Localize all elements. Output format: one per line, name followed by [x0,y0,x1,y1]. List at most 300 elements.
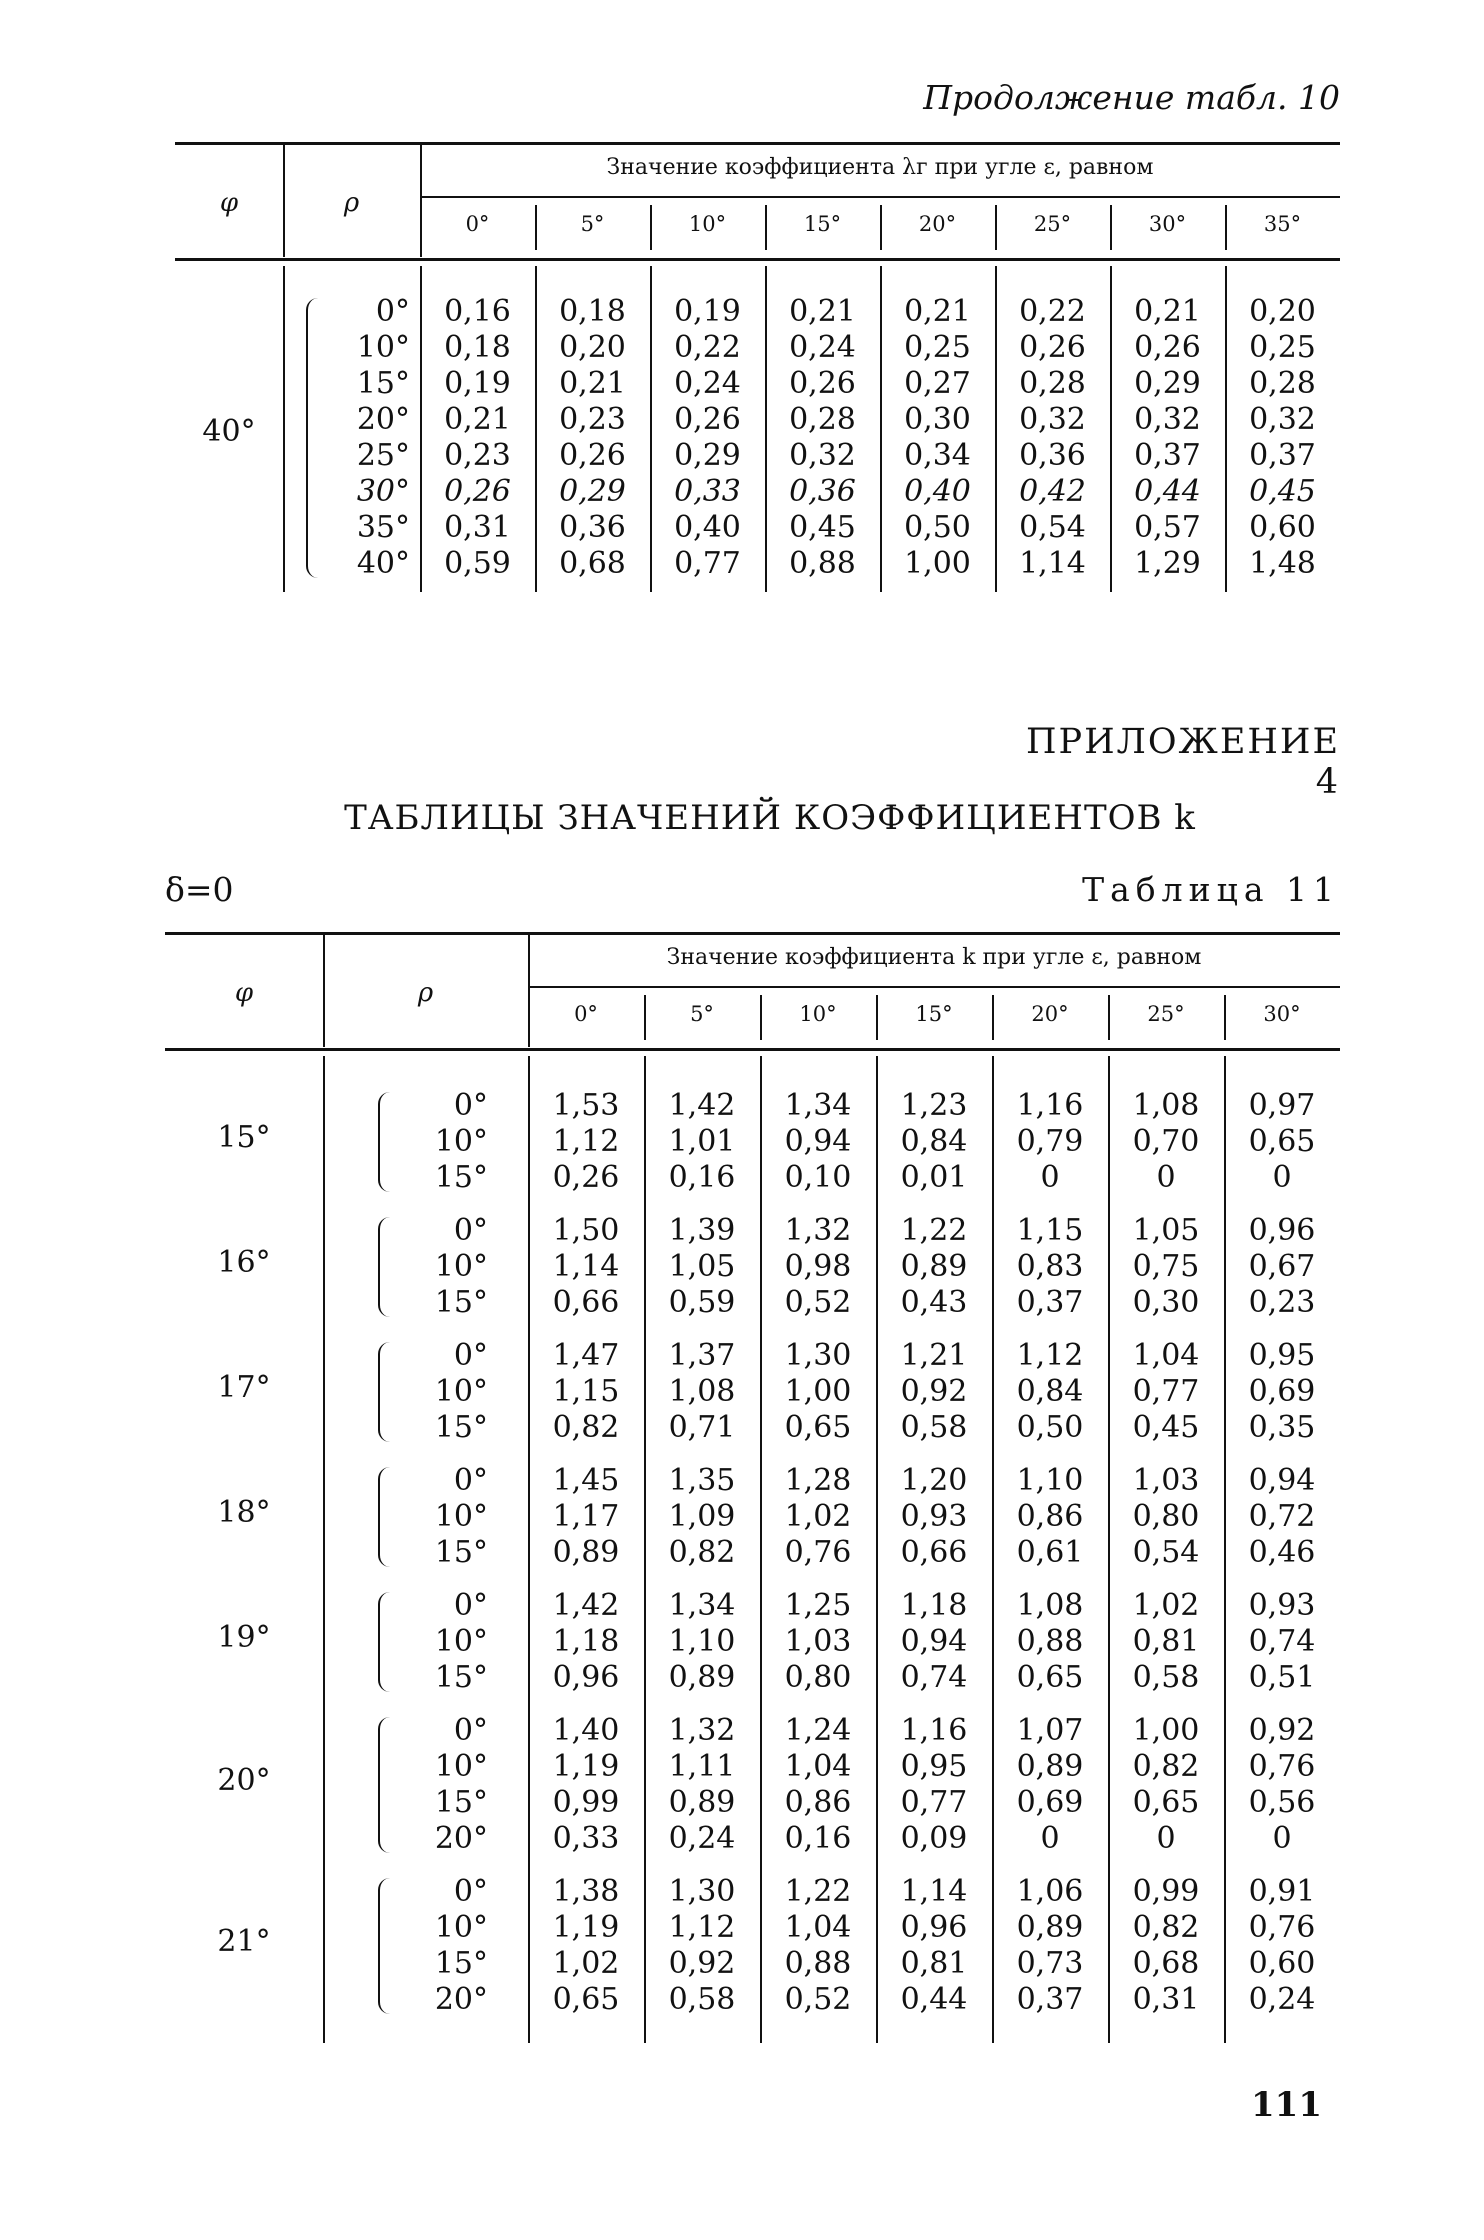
value-column [992,1588,1108,1696]
value-column [528,1213,644,1321]
value-column [644,1713,760,1857]
table-cell: 0,69 [1248,1374,1316,1409]
table-cell: 0,18 [444,330,511,365]
column-divider [1108,1056,1110,2043]
table-cell: 1,09 [668,1499,736,1534]
table-cell: 0,25 [1249,330,1316,365]
rho-value: 25° [356,438,410,473]
table-cell: 0,97 [1248,1088,1316,1123]
table-cell: 0 [1272,1821,1292,1856]
table-cell: 0,80 [1132,1499,1200,1534]
continuation-caption: Продолжение табл. 10 [923,78,1340,117]
table-cell: 0,92 [668,1946,736,1981]
value-column [644,1874,760,2018]
table-cell: 0,16 [444,294,511,329]
rho-value: 15° [434,1410,488,1445]
table-cell: 0,24 [668,1821,736,1856]
table-cell: 0,77 [1132,1374,1200,1409]
value-column [1108,1213,1224,1321]
value-column [876,1713,992,1857]
column-divider [876,995,878,1040]
rho-value: 20° [356,402,410,437]
table-cell: 0,26 [559,438,626,473]
value-column [992,1213,1108,1321]
brace [378,1467,390,1567]
table-cell: 0,73 [1016,1946,1084,1981]
table-cell: 0,33 [674,474,741,509]
table-cell: 1,12 [1016,1338,1084,1373]
rho-value: 0° [453,1874,488,1909]
table-cell: 0,67 [1248,1249,1316,1284]
value-column [650,294,765,582]
coefficient-group-header: Значение коэффициента λг при угле ε, равном [606,155,1154,180]
rho-value: 10° [434,1749,488,1784]
value-column [644,1213,760,1321]
table-cell: 0,82 [1132,1749,1200,1784]
table-cell: 0,61 [1016,1535,1084,1570]
table-cell: 0,93 [1248,1588,1316,1623]
table-cell: 0,58 [668,1982,736,2017]
value-column [880,294,995,582]
value-column [760,1588,876,1696]
table-cell: 0,19 [674,294,741,329]
table-cell: 0,91 [1248,1874,1316,1909]
table-cell: 1,32 [668,1713,736,1748]
table-cell: 1,18 [552,1624,620,1659]
table-cell: 0,88 [1016,1624,1084,1659]
value-column [760,1874,876,2018]
value-column [644,1088,760,1196]
table-cell: 0,46 [1248,1535,1316,1570]
table-cell: 0,94 [784,1124,852,1159]
phi-value: 21° [217,1924,271,1959]
column-divider [765,205,767,250]
phi-value: 15° [217,1120,271,1155]
table-cell: 0,95 [900,1749,968,1784]
value-column [992,1338,1108,1446]
table-cell: 0,76 [1248,1749,1316,1784]
table-cell: 0,45 [1249,474,1316,509]
value-column [528,1588,644,1696]
table-cell: 1,06 [1016,1874,1084,1909]
phi-column-header: φ [234,978,254,1008]
value-column [760,1338,876,1446]
table-cell: 1,03 [1132,1463,1200,1498]
table-cell: 1,00 [1132,1713,1200,1748]
column-divider [1224,1056,1226,2043]
table-cell: 0,68 [559,546,626,581]
rho-column-header: ρ [417,978,434,1008]
table-cell: 0,79 [1016,1124,1084,1159]
table-cell: 0,23 [1248,1285,1316,1320]
rho-value: 0° [453,1588,488,1623]
rho-column [392,1588,488,1696]
table-cell: 0,86 [1016,1499,1084,1534]
value-column [876,1463,992,1571]
table-label: Таблица 11 [1082,870,1340,909]
table-cell: 0,77 [900,1785,968,1820]
table-cell: 0,81 [1132,1624,1200,1659]
value-column [995,294,1110,582]
table-cell: 0,60 [1248,1946,1316,1981]
table-cell: 1,23 [900,1088,968,1123]
table-cell: 1,30 [668,1874,736,1909]
table-cell: 0,58 [1132,1660,1200,1695]
table-cell: 1,48 [1249,546,1316,581]
value-column [1224,1088,1340,1196]
value-column [644,1338,760,1446]
column-divider [760,995,762,1040]
table-cell: 1,14 [552,1249,620,1284]
table-cell: 0,77 [674,546,741,581]
rho-column [318,294,410,582]
table-cell: 1,22 [784,1874,852,1909]
table-cell: 0,31 [1132,1982,1200,2017]
rho-value: 10° [434,1374,488,1409]
table-cell: 1,02 [784,1499,852,1534]
table-cell: 0,52 [784,1285,852,1320]
table-cell: 0,43 [900,1285,968,1320]
table-cell: 0,26 [1019,330,1086,365]
table-cell: 0,29 [1134,366,1201,401]
table-cell: 0,37 [1249,438,1316,473]
table-cell: 0,16 [668,1160,736,1195]
value-column [1108,1088,1224,1196]
table-cell: 0,68 [1132,1946,1200,1981]
table-cell: 1,25 [784,1588,852,1623]
table-cell: 0,22 [1019,294,1086,329]
angle-header: 15° [803,212,842,236]
table-cell: 0,89 [668,1785,736,1820]
column-divider [876,1056,878,2043]
rho-value: 10° [356,330,410,365]
table-cell: 1,35 [668,1463,736,1498]
table-cell: 0,71 [668,1410,736,1445]
table-cell: 0,81 [900,1946,968,1981]
table-cell: 0,65 [784,1410,852,1445]
table-cell: 0,74 [900,1660,968,1695]
table-cell: 0,24 [674,366,741,401]
column-divider [283,266,285,592]
table-cell: 1,08 [1132,1088,1200,1123]
table-cell: 0,18 [559,294,626,329]
value-column [876,1874,992,2018]
table-cell: 0,96 [1248,1213,1316,1248]
column-divider [1110,205,1112,250]
column-divider [528,1056,530,2043]
table-cell: 0,21 [444,402,511,437]
table-cell: 0,76 [784,1535,852,1570]
table-cell: 0,23 [444,438,511,473]
value-column [420,294,535,582]
table-cell: 1,20 [900,1463,968,1498]
table-cell: 0,28 [789,402,856,437]
table-cell: 1,02 [552,1946,620,1981]
table-cell: 0,65 [1132,1785,1200,1820]
table-cell: 0,36 [789,474,856,509]
table-cell: 0,88 [784,1946,852,1981]
table-cell: 0,76 [1248,1910,1316,1945]
value-column [1225,294,1340,582]
rho-value: 10° [434,1499,488,1534]
table-cell: 1,14 [900,1874,968,1909]
value-column [1108,1338,1224,1446]
table-cell: 0,23 [559,402,626,437]
table-cell: 1,32 [784,1213,852,1248]
table-cell: 1,17 [552,1499,620,1534]
rho-column [392,1213,488,1321]
value-column [992,1088,1108,1196]
table-cell: 0,32 [789,438,856,473]
table-cell: 0 [1156,1160,1176,1195]
rho-value: 0° [453,1713,488,1748]
value-column [644,1463,760,1571]
angle-header: 10° [799,1002,837,1026]
table-cell: 1,22 [900,1213,968,1248]
table-cell: 0,42 [1019,474,1086,509]
table-cell: 1,04 [784,1910,852,1945]
rho-value: 0° [453,1088,488,1123]
table-cell: 0,99 [1132,1874,1200,1909]
value-column [528,1713,644,1857]
value-column [1110,294,1225,582]
column-divider [760,1056,762,2043]
table-cell: 0,69 [1016,1785,1084,1820]
table-cell: 0,09 [900,1821,968,1856]
table-cell: 0,70 [1132,1124,1200,1159]
table-cell: 0,57 [1134,510,1201,545]
coefficient-group-header: Значение коэффициента k при угле ε, равном [666,945,1202,970]
table-cell: 0,84 [1016,1374,1084,1409]
table-cell: 0,28 [1019,366,1086,401]
table-cell: 0,26 [552,1160,620,1195]
table-cell: 0 [1272,1160,1292,1195]
table-cell: 0,44 [1134,474,1201,509]
column-divider [644,995,646,1040]
table-cell: 0,25 [904,330,971,365]
table-cell: 1,38 [552,1874,620,1909]
rho-column-header: ρ [343,188,360,218]
column-divider [992,995,994,1040]
brace [378,1342,390,1442]
table-cell: 0,84 [900,1124,968,1159]
column-divider [650,205,652,250]
table-cell: 0,75 [1132,1249,1200,1284]
phi-value: 20° [217,1763,271,1798]
table-cell: 0,29 [559,474,626,509]
column-divider [644,1056,646,2043]
table-cell: 1,19 [552,1749,620,1784]
angle-header: 0° [465,212,490,236]
table-cell: 1,18 [900,1588,968,1623]
table-cell: 1,08 [1016,1588,1084,1623]
column-divider [323,1056,325,2043]
table-cell: 0,21 [789,294,856,329]
table-cell: 1,42 [552,1588,620,1623]
table-cell: 0,66 [552,1285,620,1320]
rho-value: 20° [434,1982,488,2017]
value-column [760,1713,876,1857]
table-cell: 1,05 [668,1249,736,1284]
table-cell: 0,32 [1249,402,1316,437]
table-cell: 0,40 [674,510,741,545]
table-cell: 0,50 [904,510,971,545]
table-cell: 1,00 [784,1374,852,1409]
column-divider [1225,205,1227,250]
brace [378,1092,390,1192]
table-cell: 1,01 [668,1124,736,1159]
value-column [528,1874,644,2018]
value-column [1224,1874,1340,2018]
rho-value: 15° [356,366,410,401]
table-cell: 0 [1040,1821,1060,1856]
angle-header: 0° [574,1002,598,1026]
table-cell: 0,20 [1249,294,1316,329]
table-cell: 0,92 [1248,1713,1316,1748]
value-column [528,1463,644,1571]
table-cell: 1,53 [552,1088,620,1123]
column-divider [992,1056,994,2043]
table-cell: 1,16 [900,1713,968,1748]
rho-value: 10° [434,1249,488,1284]
table-cell: 1,34 [784,1088,852,1123]
rho-column [392,1088,488,1196]
table-cell: 0,45 [789,510,856,545]
table-cell: 0,99 [552,1785,620,1820]
table-cell: 0,89 [900,1249,968,1284]
table-cell: 0,51 [1248,1660,1316,1695]
table-cell: 0,82 [668,1535,736,1570]
table-cell: 0,27 [904,366,971,401]
table-cell: 1,21 [900,1338,968,1373]
value-column [528,1338,644,1446]
table-cell: 0 [1040,1160,1060,1195]
table-cell: 1,50 [552,1213,620,1248]
column-divider [1108,995,1110,1040]
table-cell: 0,37 [1016,1285,1084,1320]
table-cell: 0,96 [900,1910,968,1945]
phi-value: 19° [217,1620,271,1655]
table-cell: 0,35 [1248,1410,1316,1445]
table-cell: 0,21 [559,366,626,401]
value-column [1224,1213,1340,1321]
table-cell: 0,58 [900,1410,968,1445]
table-cell: 0,94 [900,1624,968,1659]
rho-column [392,1463,488,1571]
table-cell: 0,40 [904,474,971,509]
table-cell: 0,65 [552,1982,620,2017]
table-cell: 1,28 [784,1463,852,1498]
table-cell: 0,26 [789,366,856,401]
value-column [535,294,650,582]
table-cell: 0,59 [444,546,511,581]
value-column [1224,1463,1340,1571]
table-cell: 1,08 [668,1374,736,1409]
angle-header: 20° [918,212,957,236]
value-column [992,1463,1108,1571]
rho-value: 10° [434,1910,488,1945]
rho-value: 15° [434,1285,488,1320]
table-cell: 1,15 [552,1374,620,1409]
rho-value: 15° [434,1535,488,1570]
phi-column-header: φ [219,188,239,218]
phi-value: 40° [202,414,256,449]
table-cell: 0,54 [1019,510,1086,545]
table-cell: 1,40 [552,1713,620,1748]
appendix-title: ТАБЛИЦЫ ЗНАЧЕНИЙ КОЭФФИЦИЕНТОВ k [344,798,1196,838]
angle-header: 15° [915,1002,953,1026]
table-cell: 0,29 [674,438,741,473]
table-cell: 0,16 [784,1821,852,1856]
table-cell: 1,29 [1134,546,1201,581]
value-column [1224,1338,1340,1446]
brace [378,1217,390,1317]
angle-header: 10° [688,212,727,236]
table-cell: 0,26 [674,402,741,437]
value-column [876,1338,992,1446]
angle-header: 35° [1263,212,1302,236]
value-column [760,1213,876,1321]
rho-column [392,1713,488,1857]
table-cell: 0,22 [674,330,741,365]
table-cell: 0,65 [1016,1660,1084,1695]
value-column [992,1713,1108,1857]
table-cell: 0,86 [784,1785,852,1820]
table-cell: 0,89 [552,1535,620,1570]
angle-header: 25° [1147,1002,1185,1026]
table-cell: 0,26 [1134,330,1201,365]
table-cell: 0,83 [1016,1249,1084,1284]
rho-value: 0° [375,294,410,329]
table-cell: 0,19 [444,366,511,401]
table-cell: 0,33 [552,1821,620,1856]
table-cell: 0,60 [1249,510,1316,545]
table-cell: 0,21 [1134,294,1201,329]
value-column [992,1874,1108,2018]
table-cell: 0,32 [1019,402,1086,437]
table-cell: 1,30 [784,1338,852,1373]
rho-value: 0° [453,1338,488,1373]
angle-header: 25° [1033,212,1072,236]
table-cell: 1,00 [904,546,971,581]
table-cell: 1,39 [668,1213,736,1248]
table-cell: 0,24 [789,330,856,365]
rho-value: 10° [434,1124,488,1159]
table-cell: 0,74 [1248,1624,1316,1659]
table-cell: 0,96 [552,1660,620,1695]
value-column [528,1088,644,1196]
table-cell: 1,37 [668,1338,736,1373]
rho-value: 15° [434,1160,488,1195]
rho-value: 15° [434,1946,488,1981]
table-cell: 0 [1156,1821,1176,1856]
table-cell: 1,12 [668,1910,736,1945]
value-column [876,1213,992,1321]
table-cell: 1,45 [552,1463,620,1498]
table-cell: 0,89 [1016,1749,1084,1784]
table-cell: 0,37 [1134,438,1201,473]
table-cell: 1,11 [668,1749,736,1784]
table-cell: 1,04 [1132,1338,1200,1373]
rho-value: 30° [356,474,410,509]
table-cell: 1,04 [784,1749,852,1784]
table-cell: 0,98 [784,1249,852,1284]
table-cell: 0,59 [668,1285,736,1320]
table-cell: 0,92 [900,1374,968,1409]
table-cell: 0,94 [1248,1463,1316,1498]
table-cell: 1,47 [552,1338,620,1373]
angle-header: 30° [1263,1002,1301,1026]
